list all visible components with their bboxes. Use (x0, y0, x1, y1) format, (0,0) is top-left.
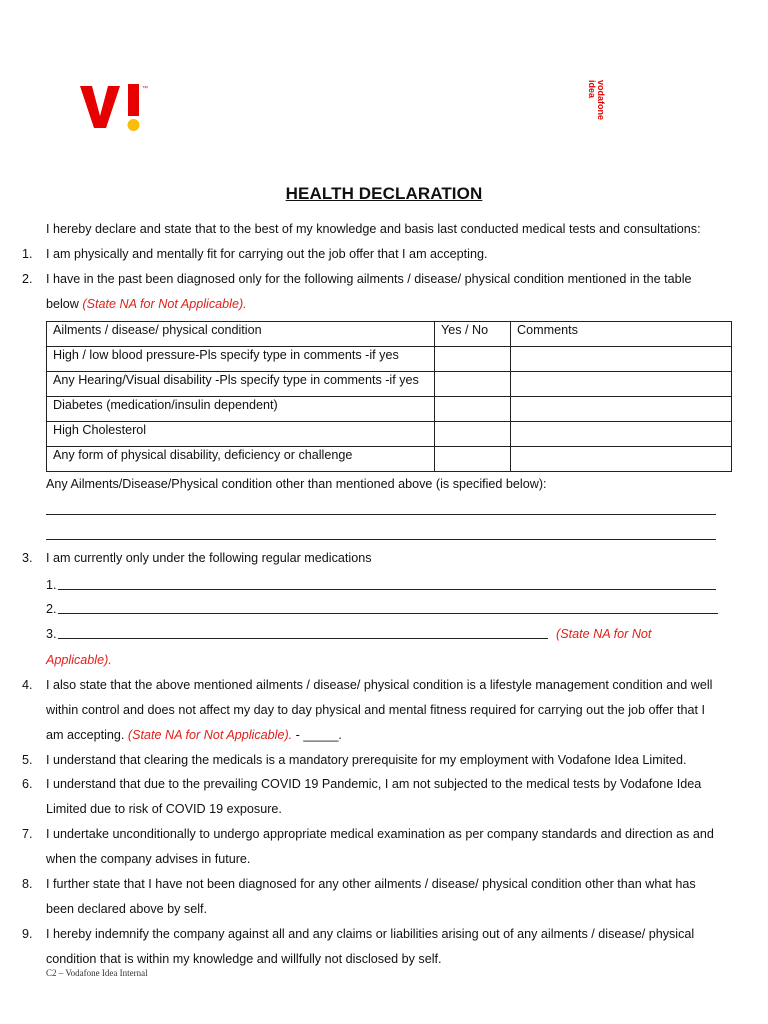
item-number: 1. (22, 247, 33, 261)
item-9-line1: I hereby indemnify the company against all and any claims or liabilities arising out of any ailments / disease/ physical (46, 927, 695, 941)
yes-no-cell[interactable] (435, 422, 511, 447)
item-4-line3 (46, 727, 342, 743)
header-condition: Ailments / disease/ physical condition (47, 322, 435, 347)
yes-no-cell[interactable] (435, 347, 511, 372)
condition-cell: Any form of physical disability, deficiency or challenge (47, 447, 435, 472)
yes-no-cell[interactable] (435, 372, 511, 397)
yes-no-cell[interactable] (435, 397, 511, 422)
item-4-line2: within control and does not affect my day to day physical and mental fitness required for carrying out the job offer that I (46, 703, 705, 717)
classification-footer: C2 – Vodafone Idea Internal (46, 968, 148, 978)
yes-no-cell[interactable] (435, 447, 511, 472)
item-4-line1: I also state that the above mentioned ailments / disease/ physical condition is a lifestyle management condition and well (46, 678, 713, 692)
comments-cell[interactable] (511, 397, 732, 422)
wordmark-line1: vodafone (596, 80, 606, 121)
ailments-table (46, 321, 732, 472)
logo-i-stem (128, 84, 139, 116)
comments-cell[interactable] (511, 447, 732, 472)
comments-cell[interactable] (511, 372, 732, 397)
logo-tm: ™ (142, 86, 148, 92)
condition-cell: High Cholesterol (47, 422, 435, 447)
vodafone-idea-wordmark (584, 78, 608, 126)
wordmark-line2: idea (587, 80, 597, 99)
table-row (47, 447, 732, 472)
logo-i-dot (128, 119, 140, 131)
item-8-line2: been declared above by self. (46, 902, 208, 916)
table-row (47, 372, 732, 397)
item-number: 3. (22, 551, 33, 565)
medication-1-label: 1. (46, 578, 57, 592)
medication-3-label: 3. (46, 627, 57, 641)
medication-1-blank[interactable] (58, 589, 716, 590)
medication-2-blank[interactable] (58, 613, 718, 614)
item-4-prefix: am accepting. (46, 728, 128, 742)
item-7-line2: when the company advises in future. (46, 852, 251, 866)
item-2-prefix: below (46, 297, 83, 311)
condition-cell: High / low blood pressure-Pls specify type in comments -if yes (47, 347, 435, 372)
medication-2-label: 2. (46, 602, 57, 616)
intro-text: I hereby declare and state that to the best of my knowledge and basis last conducted medical tests and consultations: (46, 222, 701, 236)
page-title: HEALTH DECLARATION (285, 184, 483, 203)
comments-cell[interactable] (511, 347, 732, 372)
vi-logo (78, 80, 158, 136)
table-row (47, 397, 732, 422)
other-ailments-blank-1[interactable] (46, 514, 716, 515)
item-7-line1: I undertake unconditionally to undergo appropriate medical examination as per company standards and direction as and (46, 827, 714, 841)
item-9-line2: condition that is within my knowledge and willfully not disclosed by self. (46, 952, 442, 966)
item-2-line2 (46, 296, 247, 312)
na-note: (State NA for Not (556, 627, 652, 641)
table-row (47, 422, 732, 447)
table-header-row (47, 322, 732, 347)
na-note: (State NA for Not Applicable). (127, 728, 293, 742)
item-8-line1: I further state that I have not been diagnosed for any other ailments / disease/ physical condition other than what has (46, 877, 696, 891)
header-comments: Comments (511, 322, 732, 347)
table-row (47, 347, 732, 372)
item-number: 5. (22, 753, 33, 767)
item-6-line1: I understand that due to the prevailing COVID 19 Pandemic, I am not subjected to the medical tests by Vodafone Idea (46, 777, 702, 791)
header-yes-no: Yes / No (435, 322, 511, 347)
other-ailments-label: Any Ailments/Disease/Physical condition other than mentioned above (is specified below): (46, 477, 547, 491)
item-3-text: I am currently only under the following regular medications (46, 551, 372, 565)
item-number: 7. (22, 827, 33, 841)
condition-cell: Any Hearing/Visual disability -Pls specify type in comments -if yes (47, 372, 435, 397)
item-number: 2. (22, 272, 33, 286)
item-6-line2: Limited due to risk of COVID 19 exposure. (46, 802, 282, 816)
na-note-cont: Applicable). (46, 653, 112, 667)
other-ailments-blank-2[interactable] (46, 539, 716, 540)
item-1-text: I am physically and mentally fit for carrying out the job offer that I am accepting. (46, 247, 488, 261)
item-4-suffix: - _____. (292, 728, 342, 742)
item-number: 6. (22, 777, 33, 791)
item-number: 8. (22, 877, 33, 891)
medication-3-blank[interactable] (58, 638, 548, 639)
logo-v-shape (80, 86, 120, 128)
condition-cell: Diabetes (medication/insulin dependent) (47, 397, 435, 422)
item-5-text: I understand that clearing the medicals is a mandatory prerequisite for my employment with Vodafone Idea Limited. (46, 753, 687, 767)
item-2-line1: I have in the past been diagnosed only for the following ailments / disease/ physical condition mentioned in the table (46, 272, 692, 286)
na-note: (State NA for Not Applicable). (82, 297, 247, 311)
item-number: 9. (22, 927, 33, 941)
comments-cell[interactable] (511, 422, 732, 447)
item-number: 4. (22, 678, 33, 692)
